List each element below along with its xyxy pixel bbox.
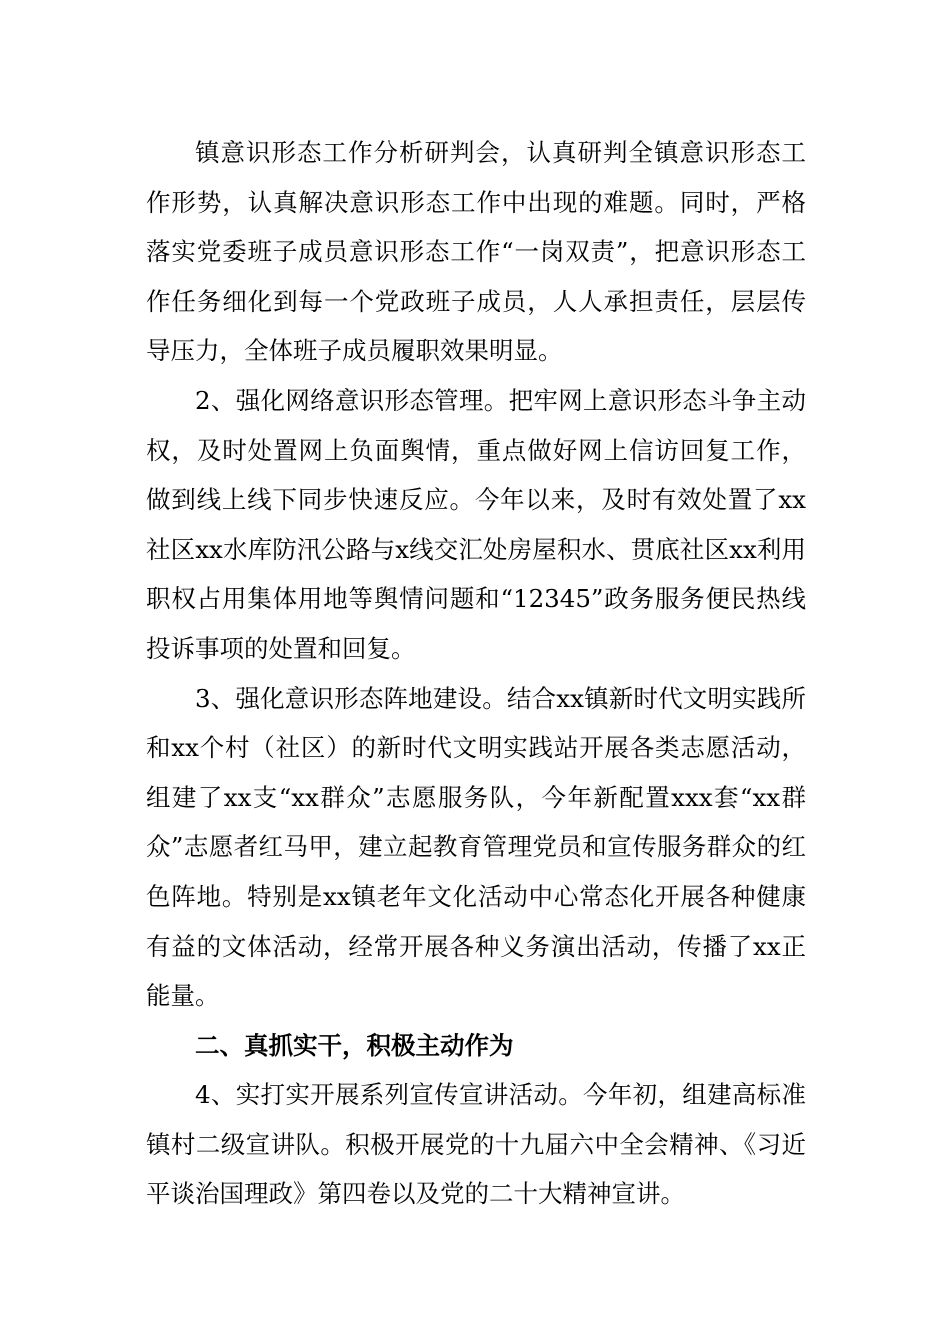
document-body bbox=[146, 128, 806, 1219]
paragraph-publicity-activities: 4、实打实开展系列宣传宣讲活动。今年初，组建高标准镇村二级宣讲队。积极开展党的十九届六中全会精神、《习近平谈治国理政》第四卷以及党的二十大精神宣讲。 bbox=[146, 1080, 806, 1209]
paragraph-ideology-meeting: 镇意识形态工作分析研判会，认真研判全镇意识形态工作形势，认真解决意识形态工作中出现的难题。同时，严格落实党委班子成员意识形态工作“一岗双责”，把意识形态工作任务细化到每一个党政班子成员，人人承担责任，层层传导压力，全体班子成员履职效果明显。 bbox=[146, 138, 806, 366]
paragraph-position-building: 3、强化意识形态阵地建设。结合xx镇新时代文明实践所和xx个村（社区）的新时代文明实践站开展各类志愿活动，组建了xx支“xx群众”志愿服务队，今年新配置xxx套“xx群众”志愿者红马甲，建立起教育管理党员和宣传服务群众的红色阵地。特别是xx镇老年文化活动中心常态化开展各种健康有益的文体活动，经常开展各种义务演出活动，传播了xx正能量。 bbox=[146, 683, 806, 1011]
section-heading: 二、真抓实干，积极主动作为 bbox=[195, 1030, 514, 1060]
paragraph-network-ideology: 2、强化网络意识形态管理。把牢网上意识形态斗争主动权，及时处置网上负面舆情，重点做好网上信访回复工作，做到线上线下同步快速反应。今年以来，及时有效处置了xx社区xx水库防汛公路与x线交汇处房屋积水、贯底社区xx利用职权占用集体用地等舆情问题和“12345”政务服务便民热线投诉事项的处置和回复。 bbox=[146, 385, 806, 663]
